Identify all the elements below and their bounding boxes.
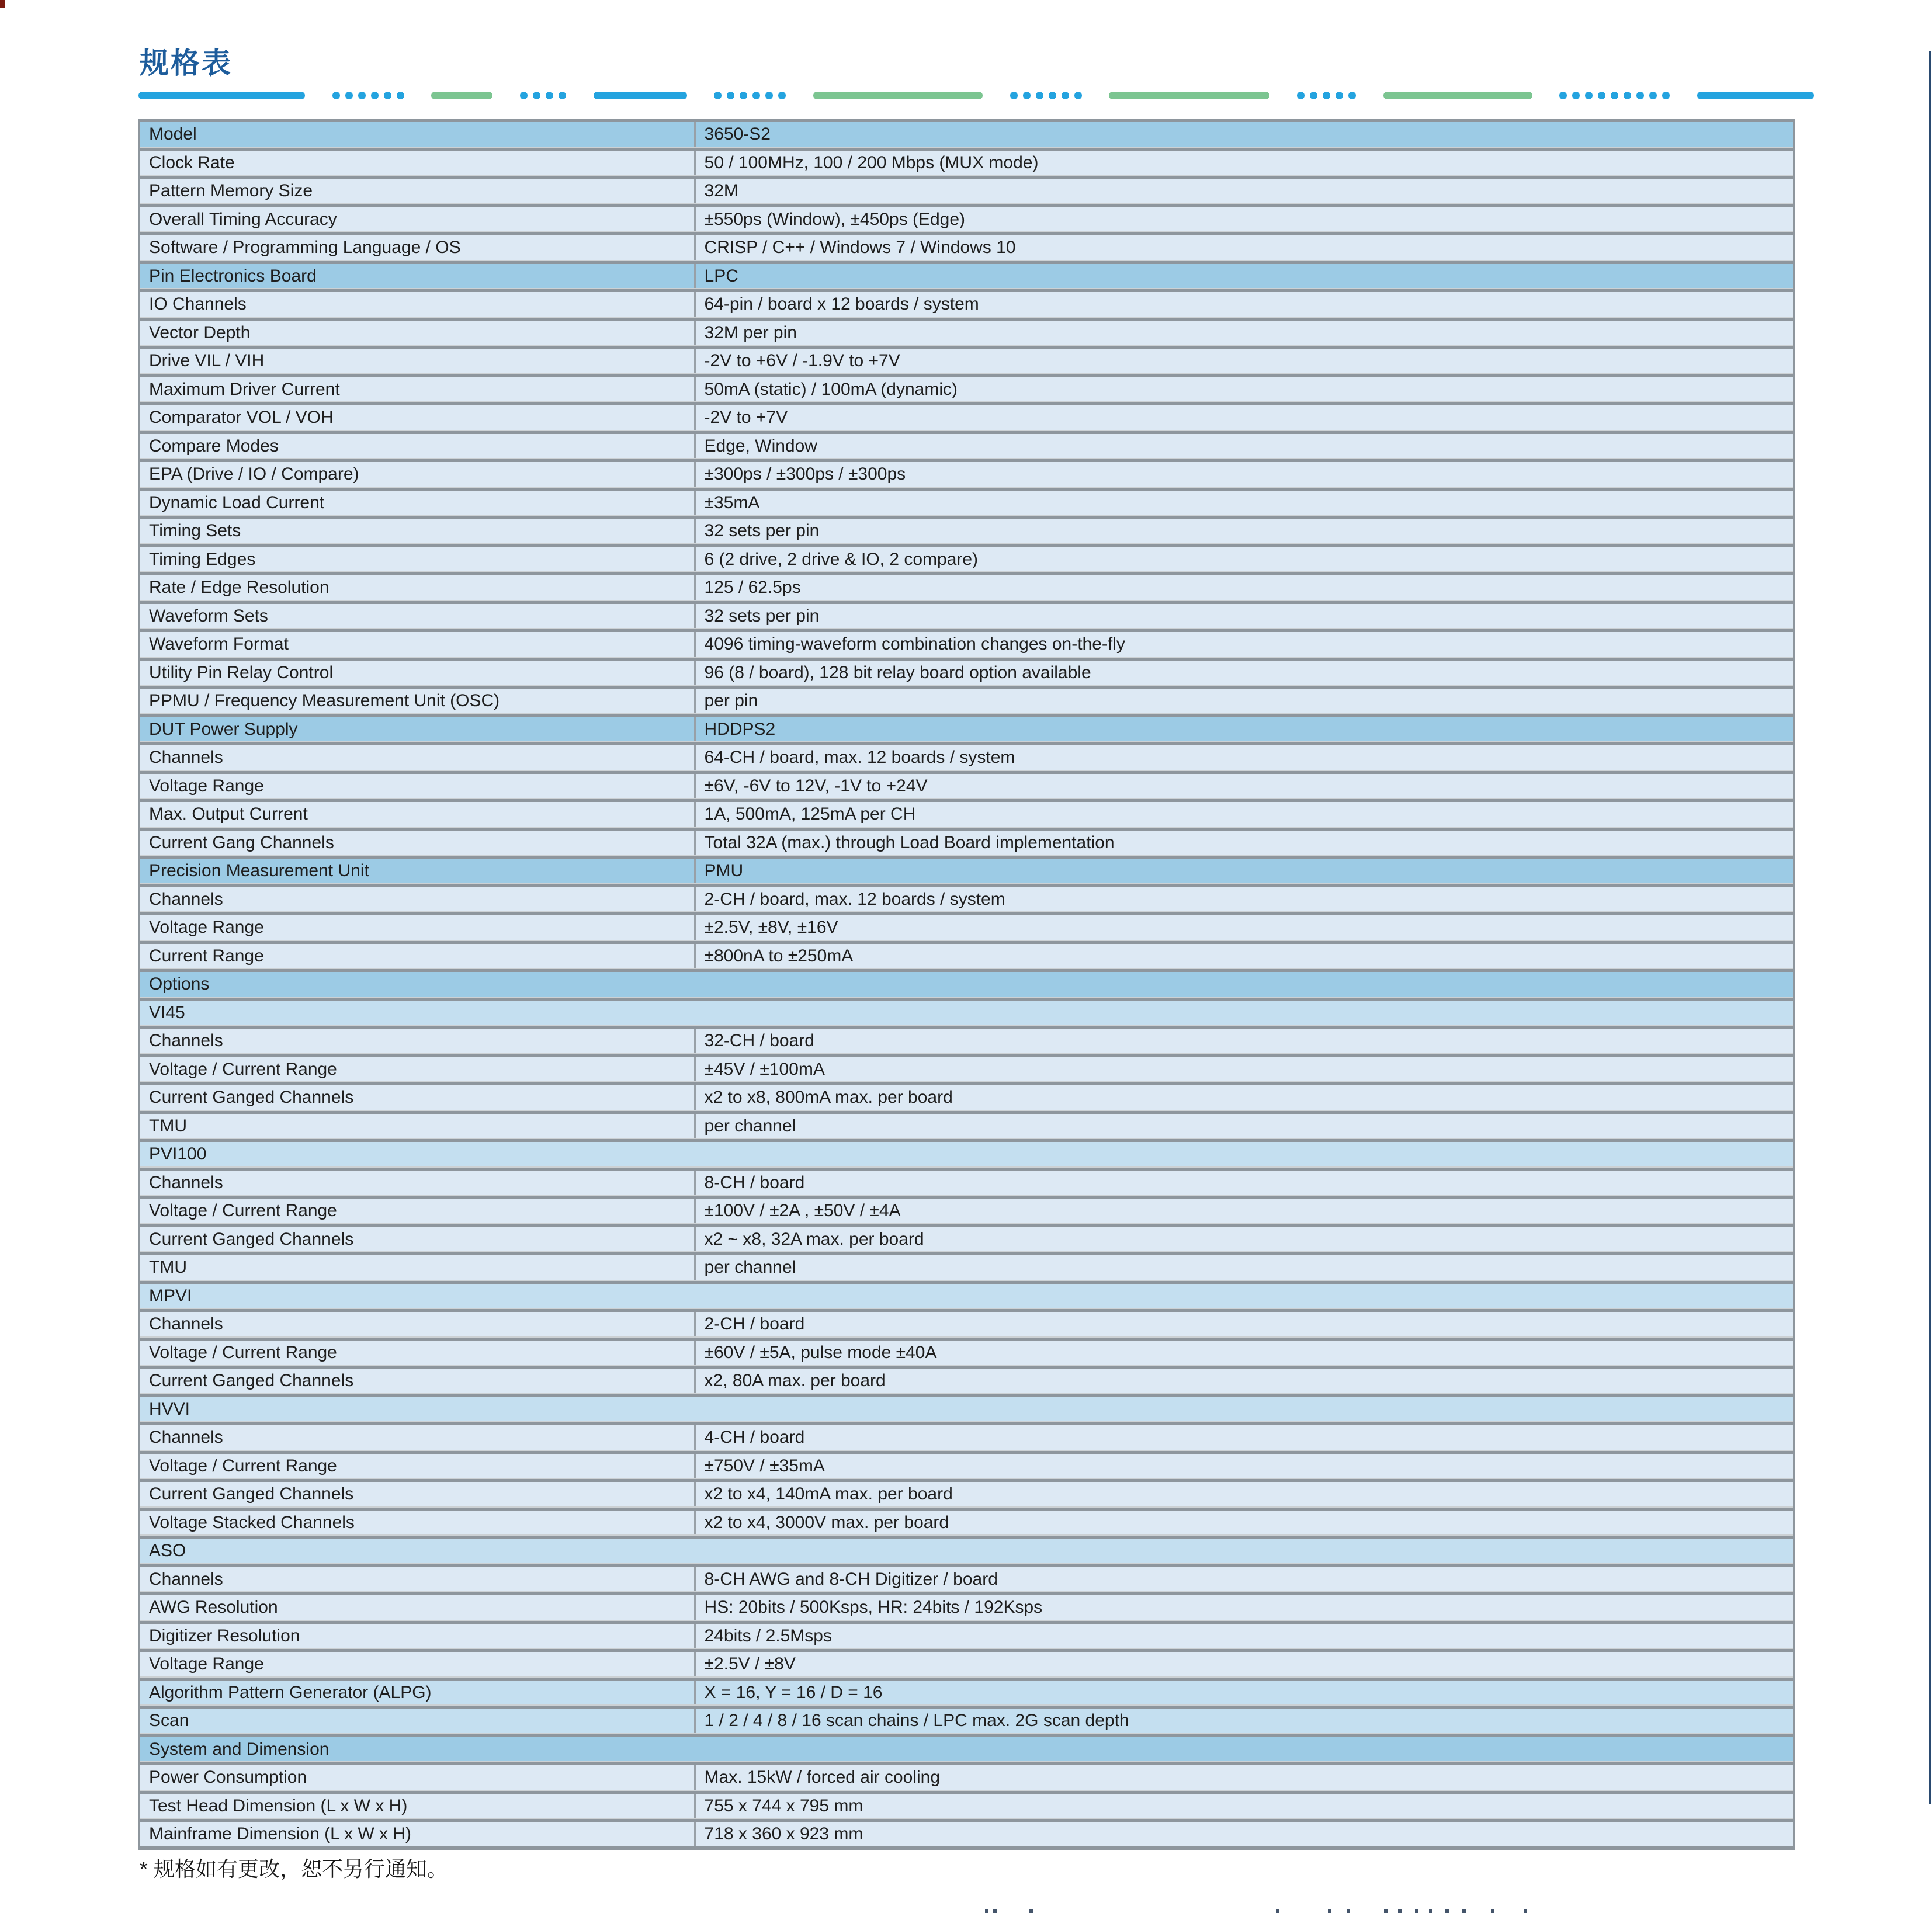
section-header-row <box>140 972 1793 997</box>
spec-row <box>140 1341 1793 1365</box>
section-header-row <box>140 264 1793 289</box>
divider-dot <box>559 92 566 99</box>
spec-table <box>138 119 1795 1850</box>
spec-label-cell: DUT Power Supply <box>140 717 696 742</box>
row-divider <box>140 1195 1793 1199</box>
row-divider <box>140 1025 1793 1029</box>
spec-value-cell: ±550ps (Window), ±450ps (Edge) <box>704 209 966 229</box>
section-title-cell: VI45 <box>149 1002 185 1022</box>
row-divider <box>140 1620 1793 1624</box>
spec-row <box>140 1822 1793 1846</box>
page-edge-line <box>1929 51 1931 1804</box>
divider-dot <box>1062 92 1069 99</box>
divider-dot-group <box>520 92 566 99</box>
row-divider <box>140 628 1793 632</box>
spec-value-cell: ±35mA <box>704 492 760 512</box>
spec-value-cell: 50mA (static) / 100mA (dynamic) <box>704 379 958 399</box>
row-divider <box>140 1676 1793 1681</box>
divider-dot <box>384 92 391 99</box>
spec-value-cell: ±800nA to ±250mA <box>704 946 854 966</box>
divider-dot <box>533 92 540 99</box>
spec-value-cell: x2 to x4, 3000V max. per board <box>704 1512 949 1532</box>
divider-dot <box>345 92 353 99</box>
spec-value-cell: 1 / 2 / 4 / 8 / 16 scan chains / LPC max. 2G scan depth <box>704 1711 1129 1730</box>
spec-value-cell: ±6V, -6V to 12V, -1V to +24V <box>704 776 928 796</box>
subsection-row <box>140 1397 1793 1422</box>
row-divider <box>140 1704 1793 1709</box>
divider-dot <box>1585 92 1593 99</box>
row-divider <box>140 997 1793 1001</box>
page-corner-mark <box>0 0 5 8</box>
spec-row <box>140 1057 1793 1082</box>
spec-label-cell: Waveform Sets <box>140 604 696 629</box>
spec-row <box>140 1085 1793 1110</box>
section-title-cell: HVVI <box>149 1399 190 1419</box>
spec-value-cell: x2 to x4, 140mA max. per board <box>704 1484 953 1504</box>
row-divider <box>140 203 1793 207</box>
spec-row <box>140 632 1793 657</box>
spec-row <box>140 689 1793 713</box>
spec-value-cell: LPC <box>704 266 738 286</box>
spec-row <box>140 292 1793 317</box>
row-divider <box>140 317 1793 321</box>
spec-label-cell: Power Consumption <box>140 1765 696 1790</box>
divider-dot <box>546 92 553 99</box>
divider-dot <box>752 92 760 99</box>
spec-label-cell: Scan <box>140 1709 696 1733</box>
spec-value-cell: ±45V / ±100mA <box>704 1059 825 1079</box>
spec-value-cell: 8-CH / board <box>704 1172 805 1192</box>
divider-dot <box>1023 92 1031 99</box>
row-divider <box>140 1308 1793 1312</box>
row-divider <box>140 713 1793 717</box>
spec-label-cell: Precision Measurement Unit <box>140 859 696 883</box>
spec-row <box>140 1511 1793 1535</box>
row-divider <box>140 1450 1793 1454</box>
spec-value-cell: PMU <box>704 861 744 880</box>
spec-value-cell: per channel <box>704 1258 796 1277</box>
spec-value-cell: 718 x 360 x 923 mm <box>704 1824 863 1843</box>
row-divider <box>140 1053 1793 1057</box>
spec-label-cell: Voltage / Current Range <box>140 1454 696 1478</box>
spec-label-cell: Timing Sets <box>140 519 696 543</box>
row-divider <box>140 1733 1793 1737</box>
divider-dot <box>714 92 722 99</box>
divider-dot-group <box>332 92 404 99</box>
divider-dot <box>1649 92 1657 99</box>
row-divider <box>140 1365 1793 1369</box>
spec-row <box>140 1255 1793 1280</box>
spec-value-cell: 32-CH / board <box>704 1031 814 1050</box>
row-divider <box>140 1563 1793 1567</box>
section-header-row <box>140 122 1793 147</box>
row-divider <box>140 798 1793 802</box>
spec-row <box>140 1624 1793 1648</box>
spec-value-cell: x2 ~ x8, 32A max. per board <box>704 1229 924 1249</box>
spec-label-cell: Software / Programming Language / OS <box>140 235 696 260</box>
spec-row <box>140 377 1793 402</box>
subsection-row <box>140 1142 1793 1166</box>
divider-dot <box>1297 92 1305 99</box>
spec-row <box>140 1652 1793 1676</box>
divider-bar <box>1697 92 1814 99</box>
spec-label-cell: Voltage Range <box>140 774 696 798</box>
spec-label-cell: AWG Resolution <box>140 1595 696 1620</box>
row-divider <box>140 175 1793 179</box>
spec-value-cell: CRISP / C++ / Windows 7 / Windows 10 <box>704 238 1016 257</box>
spec-value-cell: -2V to +7V <box>704 408 788 427</box>
row-divider <box>140 345 1793 349</box>
spec-row <box>140 1199 1793 1223</box>
row-divider <box>140 1166 1793 1171</box>
row-divider <box>140 1818 1793 1822</box>
spec-value-cell: x2, 80A max. per board <box>704 1371 886 1390</box>
spec-value-cell: HS: 20bits / 500Ksps, HR: 24bits / 192Ksps <box>704 1598 1043 1617</box>
spec-row <box>140 1454 1793 1478</box>
row-divider <box>140 1534 1793 1539</box>
divider-dot <box>1074 92 1082 99</box>
spec-label-cell: Voltage Range <box>140 1652 696 1676</box>
row-divider <box>140 1506 1793 1511</box>
row-divider <box>140 968 1793 972</box>
spec-row <box>140 547 1793 572</box>
spec-label-cell: Channels <box>140 1567 696 1592</box>
spec-value-cell: 24bits / 2.5Msps <box>704 1626 832 1645</box>
spec-label-cell: Timing Edges <box>140 547 696 572</box>
divider-bar <box>431 92 492 99</box>
divider-dot <box>1636 92 1644 99</box>
spec-row <box>140 405 1793 430</box>
subsection-row <box>140 1284 1793 1308</box>
spec-value-cell: 3650-S2 <box>704 124 771 144</box>
spec-value-cell: 755 x 744 x 795 mm <box>704 1796 863 1815</box>
spec-value-cell: 32M per pin <box>704 322 797 342</box>
row-divider <box>140 883 1793 887</box>
spec-row <box>140 915 1793 940</box>
spec-value-cell: ±750V / ±35mA <box>704 1456 825 1475</box>
divider-dot <box>371 92 379 99</box>
spec-value-cell: HDDPS2 <box>704 719 776 739</box>
subsection-row <box>140 1681 1793 1705</box>
divider-dot <box>1559 92 1567 99</box>
spec-label-cell: Rate / Edge Resolution <box>140 575 696 600</box>
row-divider <box>140 487 1793 491</box>
row-divider <box>140 1138 1793 1142</box>
spec-row <box>140 1794 1793 1818</box>
section-header-row <box>140 717 1793 742</box>
divider-dot <box>1310 92 1317 99</box>
spec-label-cell: Pin Electronics Board <box>140 264 696 289</box>
divider-dot-group <box>1010 92 1082 99</box>
subsection-row <box>140 1709 1793 1733</box>
spec-value-cell: ±60V / ±5A, pulse mode ±40A <box>704 1342 937 1362</box>
spec-row <box>140 1482 1793 1506</box>
spec-row <box>140 1029 1793 1053</box>
spec-row <box>140 491 1793 515</box>
divider-dot <box>1624 92 1631 99</box>
spec-value-cell: 6 (2 drive, 2 drive & IO, 2 compare) <box>704 549 979 569</box>
spec-label-cell: Current Range <box>140 944 696 968</box>
row-divider <box>140 401 1793 405</box>
spec-label-cell: Channels <box>140 745 696 770</box>
row-divider <box>140 855 1793 859</box>
divider-dot-group <box>1559 92 1670 99</box>
spec-label-cell: Channels <box>140 1029 696 1053</box>
section-header-row <box>140 859 1793 883</box>
divider-dot <box>520 92 528 99</box>
section-header-row <box>140 1737 1793 1762</box>
spec-row <box>140 745 1793 770</box>
spec-label-cell: Current Ganged Channels <box>140 1085 696 1110</box>
spec-value-cell: 96 (8 / board), 128 bit relay board option available <box>704 662 1091 682</box>
row-divider <box>140 1081 1793 1085</box>
spec-label-cell: Voltage / Current Range <box>140 1057 696 1082</box>
row-divider <box>140 657 1793 661</box>
section-title-cell: System and Dimension <box>149 1739 329 1759</box>
spec-value-cell: 50 / 100MHz, 100 / 200 Mbps (MUX mode) <box>704 152 1039 172</box>
cropped-text-fragments <box>0 1909 1932 1913</box>
spec-label-cell: TMU <box>140 1255 696 1280</box>
divider-bar <box>138 92 305 99</box>
row-divider <box>140 1223 1793 1227</box>
spec-row <box>140 179 1793 203</box>
row-divider <box>140 373 1793 377</box>
divider-dot <box>1598 92 1605 99</box>
row-divider <box>140 770 1793 774</box>
spec-label-cell: TMU <box>140 1114 696 1138</box>
spec-value-cell: x2 to x8, 800mA max. per board <box>704 1088 953 1107</box>
spec-value-cell: per channel <box>704 1116 796 1136</box>
divider-dot <box>1572 92 1580 99</box>
row-divider <box>140 600 1793 604</box>
row-divider <box>140 1421 1793 1425</box>
spec-label-cell: Digitizer Resolution <box>140 1624 696 1648</box>
spec-row <box>140 1114 1793 1138</box>
spec-value-cell: Total 32A (max.) through Load Board implementation <box>704 832 1115 852</box>
row-divider <box>140 288 1793 292</box>
spec-label-cell: Current Ganged Channels <box>140 1227 696 1252</box>
footnote: * 规格如有更改，恕不另行通知。 <box>140 1857 449 1881</box>
page-title: 规格表 <box>140 47 233 79</box>
spec-row <box>140 1171 1793 1195</box>
spec-row <box>140 887 1793 912</box>
section-title-cell: PVI100 <box>149 1144 207 1164</box>
row-divider <box>140 231 1793 235</box>
spec-row <box>140 831 1793 855</box>
row-divider <box>140 1251 1793 1255</box>
row-divider <box>140 741 1793 745</box>
spec-label-cell: Utility Pin Relay Control <box>140 661 696 685</box>
spec-row <box>140 1369 1793 1393</box>
spec-label-cell: Current Gang Channels <box>140 831 696 855</box>
spec-row <box>140 944 1793 968</box>
row-divider <box>140 1110 1793 1114</box>
divider-dot <box>1348 92 1356 99</box>
spec-value-cell: 32 sets per pin <box>704 606 820 626</box>
spec-row <box>140 1312 1793 1336</box>
spec-row <box>140 661 1793 685</box>
spec-label-cell: Voltage Range <box>140 915 696 940</box>
spec-row <box>140 774 1793 798</box>
spec-row <box>140 1425 1793 1450</box>
row-divider <box>140 1648 1793 1652</box>
row-divider <box>140 1790 1793 1794</box>
spec-value-cell: 4-CH / board <box>704 1428 805 1447</box>
spec-label-cell: Clock Rate <box>140 151 696 175</box>
spec-label-cell: Maximum Driver Current <box>140 377 696 402</box>
spec-value-cell: 2-CH / board, max. 12 boards / system <box>704 889 1005 909</box>
spec-row <box>140 321 1793 345</box>
divider-dot <box>727 92 734 99</box>
spec-row <box>140 519 1793 543</box>
spec-label-cell: Channels <box>140 1312 696 1336</box>
spec-value-cell: 2-CH / board <box>704 1314 805 1334</box>
divider-dot <box>397 92 404 99</box>
row-divider <box>140 1761 1793 1765</box>
spec-label-cell: Voltage Stacked Channels <box>140 1511 696 1535</box>
divider-dot <box>740 92 747 99</box>
spec-label-cell: Waveform Format <box>140 632 696 657</box>
subsection-row <box>140 1539 1793 1563</box>
spec-label-cell: Current Ganged Channels <box>140 1482 696 1506</box>
spec-label-cell: Model <box>140 122 696 147</box>
spec-label-cell: EPA (Drive / IO / Compare) <box>140 462 696 487</box>
divider-dot <box>778 92 786 99</box>
subsection-row <box>140 1001 1793 1025</box>
spec-label-cell: Channels <box>140 1425 696 1450</box>
spec-label-cell: Vector Depth <box>140 321 696 345</box>
spec-value-cell: 125 / 62.5ps <box>704 578 801 597</box>
spec-row <box>140 462 1793 487</box>
spec-row <box>140 1567 1793 1592</box>
spec-label-cell: Pattern Memory Size <box>140 179 696 203</box>
spec-value-cell: 32M <box>704 181 738 200</box>
row-divider <box>140 911 1793 915</box>
row-divider <box>140 458 1793 462</box>
spec-label-cell: Voltage / Current Range <box>140 1341 696 1365</box>
row-divider <box>140 1336 1793 1341</box>
decorative-divider <box>138 91 1814 100</box>
row-divider <box>140 1280 1793 1284</box>
spec-label-cell: Current Ganged Channels <box>140 1369 696 1393</box>
spec-value-cell: ±100V / ±2A , ±50V / ±4A <box>704 1201 901 1220</box>
divider-dot <box>1336 92 1343 99</box>
divider-dot <box>1323 92 1330 99</box>
spec-row <box>140 604 1793 629</box>
divider-dot <box>358 92 366 99</box>
divider-dot <box>1036 92 1043 99</box>
spec-label-cell: Overall Timing Accuracy <box>140 207 696 232</box>
row-divider <box>140 430 1793 434</box>
section-title-cell: Options <box>149 974 210 994</box>
divider-bar <box>813 92 983 99</box>
spec-label-cell: Voltage / Current Range <box>140 1199 696 1223</box>
spec-value-cell: 64-pin / board x 12 boards / system <box>704 294 979 314</box>
row-divider <box>140 1478 1793 1482</box>
spec-value-cell: 64-CH / board, max. 12 boards / system <box>704 748 1015 767</box>
divider-dot <box>332 92 340 99</box>
section-title-cell: ASO <box>149 1541 186 1560</box>
divider-bar <box>1383 92 1532 99</box>
spec-value-cell: 1A, 500mA, 125mA per CH <box>704 804 916 824</box>
spec-row <box>140 207 1793 232</box>
spec-label-cell: Algorithm Pattern Generator (ALPG) <box>140 1681 696 1705</box>
spec-label-cell: Mainframe Dimension (L x W x H) <box>140 1822 696 1846</box>
spec-label-cell: PPMU / Frequency Measurement Unit (OSC) <box>140 689 696 713</box>
row-divider <box>140 571 1793 575</box>
spec-value-cell: 8-CH AWG and 8-CH Digitizer / board <box>704 1569 998 1589</box>
spec-label-cell: Compare Modes <box>140 434 696 459</box>
spec-label-cell: Test Head Dimension (L x W x H) <box>140 1794 696 1818</box>
divider-bar <box>1109 92 1269 99</box>
divider-dot <box>1662 92 1670 99</box>
divider-dot <box>1010 92 1018 99</box>
spec-value-cell: Edge, Window <box>704 436 817 456</box>
row-divider <box>140 147 1793 151</box>
spec-value-cell: 4096 timing-waveform combination changes on-the-fly <box>704 634 1125 654</box>
spec-value-cell: Max. 15kW / forced air cooling <box>704 1768 941 1787</box>
spec-label-cell: Comparator VOL / VOH <box>140 405 696 430</box>
spec-label-cell: Max. Output Current <box>140 802 696 827</box>
row-divider <box>140 827 1793 831</box>
section-title-cell: MPVI <box>149 1286 192 1306</box>
spec-value-cell: per pin <box>704 691 758 710</box>
spec-value-cell: ±2.5V, ±8V, ±16V <box>704 918 838 937</box>
row-divider <box>140 515 1793 519</box>
divider-dot <box>1611 92 1618 99</box>
spec-row <box>140 575 1793 600</box>
spec-row <box>140 235 1793 260</box>
divider-dot <box>1049 92 1056 99</box>
spec-row <box>140 434 1793 459</box>
row-divider <box>140 940 1793 944</box>
spec-row <box>140 151 1793 175</box>
divider-dot-group <box>714 92 786 99</box>
row-divider <box>140 1393 1793 1397</box>
divider-dot-group <box>1297 92 1356 99</box>
spec-label-cell: IO Channels <box>140 292 696 317</box>
spec-value-cell: X = 16, Y = 16 / D = 16 <box>704 1682 883 1702</box>
spec-value-cell: ±300ps / ±300ps / ±300ps <box>704 464 906 484</box>
spec-label-cell: Channels <box>140 1171 696 1195</box>
spec-row <box>140 1765 1793 1790</box>
spec-label-cell: Drive VIL / VIH <box>140 349 696 373</box>
spec-row <box>140 349 1793 373</box>
spec-value-cell: 32 sets per pin <box>704 521 820 540</box>
spec-label-cell: Dynamic Load Current <box>140 491 696 515</box>
row-divider <box>140 260 1793 264</box>
divider-dot <box>765 92 773 99</box>
row-divider <box>140 1591 1793 1595</box>
row-divider <box>140 685 1793 689</box>
spec-label-cell: Channels <box>140 887 696 912</box>
spec-value-cell: -2V to +6V / -1.9V to +7V <box>704 351 900 370</box>
spec-row <box>140 802 1793 827</box>
row-divider <box>140 543 1793 547</box>
spec-value-cell: ±2.5V / ±8V <box>704 1654 796 1674</box>
divider-bar <box>594 92 687 99</box>
spec-row <box>140 1595 1793 1620</box>
spec-row <box>140 1227 1793 1252</box>
